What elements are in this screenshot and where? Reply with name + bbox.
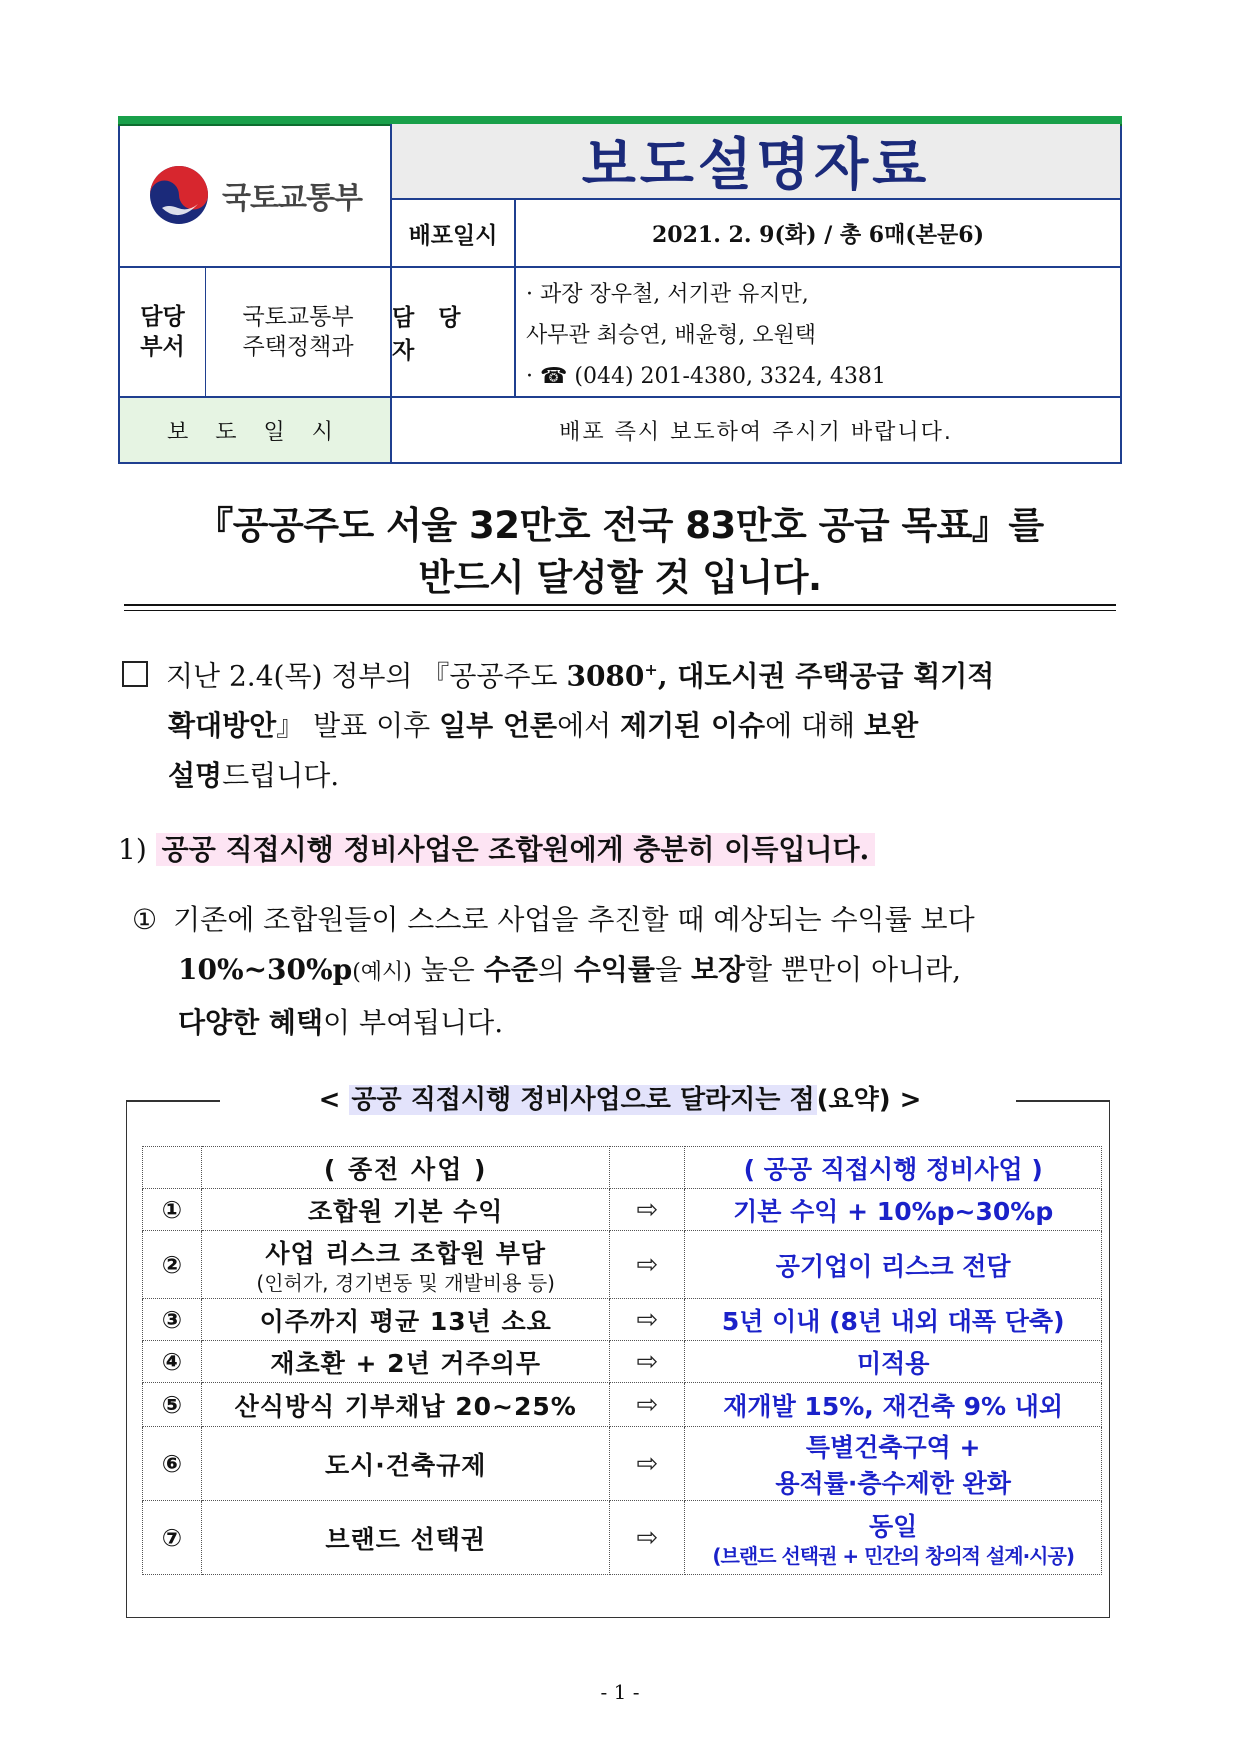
dept-value-line2: 주택정책과 [242,334,354,360]
row-new: 공기업이 리스크 전담 [685,1231,1102,1299]
headline-line2: 반드시 달성할 것 입니다. [418,556,822,599]
intro-text: 지난 2.4(목) 정부의 『공공주도 [166,659,567,693]
arrow-right-icon: ⇨ [610,1299,685,1341]
point-example: (예시) [352,960,412,985]
table-row [143,1189,1102,1231]
publish-time-label: 보 도 일 시 [120,398,392,462]
row-old: 재초환 + 2년 거주의무 [201,1341,610,1383]
doc-type-cell [392,124,1120,200]
dept-label-line1: 담당 [140,303,185,330]
section-number: 1) [118,833,147,866]
headline-line1: 『공공주도 서울 32만호 전국 83만호 공급 목표』를 [196,504,1044,547]
staff-label: 담 당 자 [392,268,516,398]
intro-3080: 3080 [566,659,645,693]
intro-text: 제기된 이슈 [620,709,766,743]
point-text: 의 [537,953,574,986]
date-value: 2021. 2. 9(화) / 총 6매(본문6) [516,200,1120,268]
row-new [685,1501,1102,1575]
point-text: 이 부여됩니다. [323,1006,504,1039]
row-new: 미적용 [685,1341,1102,1383]
headline-rule-thin [124,610,1116,611]
row-number: ⑥ [143,1427,202,1501]
intro-text: 드립니다. [222,759,340,793]
ministry-name: 국토교통부 [222,181,362,216]
doc-type-title: 보도설명자료 [581,133,931,198]
staff-line-2: 사무관 최승연, 배윤형, 오원택 [526,323,816,348]
arrow-right-icon: ⇨ [610,1341,685,1383]
intro-line-2 [122,701,1122,751]
section-1-heading [118,825,1118,875]
staff-value [516,268,1120,398]
staff-line-3: · ☎ (044) 201-4380, 3324, 4381 [526,364,886,389]
point-text: 수준 [483,953,538,986]
row-new: 5년 이내 (8년 내외 대폭 단축) [685,1299,1102,1341]
table-row [143,1231,1102,1299]
table-row [143,1383,1102,1427]
row-old: 브랜드 선택권 [201,1501,610,1575]
row-old: 이주까지 평균 13년 소요 [201,1299,610,1341]
intro-paragraph [122,645,1122,801]
dept-value-line1: 국토교통부 [242,304,354,330]
table-header-row [143,1147,1102,1189]
row-old: 산식방식 기부채납 20~25% [201,1383,610,1427]
point-text: 다양한 혜택 [178,1006,323,1039]
col-old-header: ( 종전 사업 ) [201,1147,610,1189]
date-label: 배포일시 [392,200,516,268]
header-num [143,1147,202,1189]
arrow-right-icon: ⇨ [610,1189,685,1231]
point-text: 높은 [411,953,484,986]
taegeuk-logo-icon [148,164,210,226]
col-new-header: ( 공공 직접시행 정비사업 ) [685,1147,1102,1189]
row-old-sub: (인허가, 경기변동 및 개발비용 등) [256,1270,555,1295]
row-number: ③ [143,1299,202,1341]
summary-box-top-left [126,1100,220,1102]
row-old: 조합원 기본 수익 [201,1189,610,1231]
intro-text: 설명 [168,759,223,793]
row-old [201,1231,610,1299]
intro-text: , 대도시권 주택공급 획기적 [657,659,995,693]
point-marker: ① [132,903,158,936]
table-row [143,1341,1102,1383]
point-text: 기존에 조합원들이 스스로 사업을 추진할 때 예상되는 수익률 보다 [173,903,975,936]
summary-box-top-right [1016,1100,1110,1102]
intro-text: 』 발표 이후 [276,709,440,743]
row-old: 도시·건축규제 [201,1427,610,1501]
row-number: ① [143,1189,202,1231]
point-line-3 [132,998,1122,1048]
intro-text: 확대방안 [168,709,277,743]
point-percent: 10%~30%p [178,953,353,986]
headline-rule [124,604,1116,606]
intro-text: 일부 언론 [439,709,558,743]
intro-line-3 [122,751,1122,801]
headline [118,500,1122,604]
checkbox-bullet-icon [122,661,148,687]
press-header-table [118,116,1122,464]
ministry-logo-cell [120,124,392,268]
arrow-right-icon: ⇨ [610,1383,685,1427]
comparison-table [142,1146,1102,1575]
row-new: 재개발 15%, 재건축 9% 내외 [685,1383,1102,1427]
row-new-main: 동일 [869,1511,918,1541]
point-text: 할 뿐만이 아니라, [745,953,962,986]
point-line-2 [132,945,1122,998]
table-row [143,1427,1102,1501]
row-new [685,1427,1102,1501]
table-row [143,1501,1102,1575]
header-arrow [610,1147,685,1189]
summary-title [230,1078,1010,1122]
arrow-right-icon: ⇨ [610,1501,685,1575]
staff-line-1: · 과장 장우철, 서기관 유지만, [526,282,809,307]
row-new-sub: 용적률·층수제한 완화 [775,1468,1011,1498]
summary-title-text: 공공 직접시행 정비사업으로 달라지는 점 [351,1085,815,1115]
dept-value [206,268,392,398]
row-number: ④ [143,1341,202,1383]
summary-title-suffix: (요약) > [816,1085,922,1115]
arrow-right-icon: ⇨ [610,1231,685,1299]
row-new: 기본 수익 + 10%p~30%p [685,1189,1102,1231]
row-number: ② [143,1231,202,1299]
point-text: 보장 [690,953,746,986]
point-1-paragraph [132,895,1122,1048]
table-row [143,1299,1102,1341]
page-number: - 1 - [600,1680,640,1704]
point-text: 수익률 [573,953,655,986]
arrow-right-icon: ⇨ [610,1427,685,1501]
section-title: 공공 직접시행 정비사업은 조합원에게 충분히 이득입니다. [156,833,876,866]
publish-time-value: 배포 즉시 보도하여 주시기 바랍니다. [559,419,953,445]
row-new-main: 특별건축구역 + [805,1432,981,1462]
row-old-main: 사업 리스크 조합원 부담 [265,1238,547,1268]
summary-title-bracket: < [318,1085,350,1115]
intro-text: 에 대해 [765,709,865,743]
row-number: ⑤ [143,1383,202,1427]
point-text: 을 [654,953,691,986]
intro-text: 보완 [864,709,919,743]
row-new-sub: (브랜드 선택권 + 민간의 창의적 설계·시공) [712,1543,1074,1568]
dept-label-line2: 부서 [140,333,185,360]
dept-label [120,268,206,398]
row-number: ⑦ [143,1501,202,1575]
intro-text: 에서 [557,709,621,743]
intro-sup: + [644,660,658,679]
